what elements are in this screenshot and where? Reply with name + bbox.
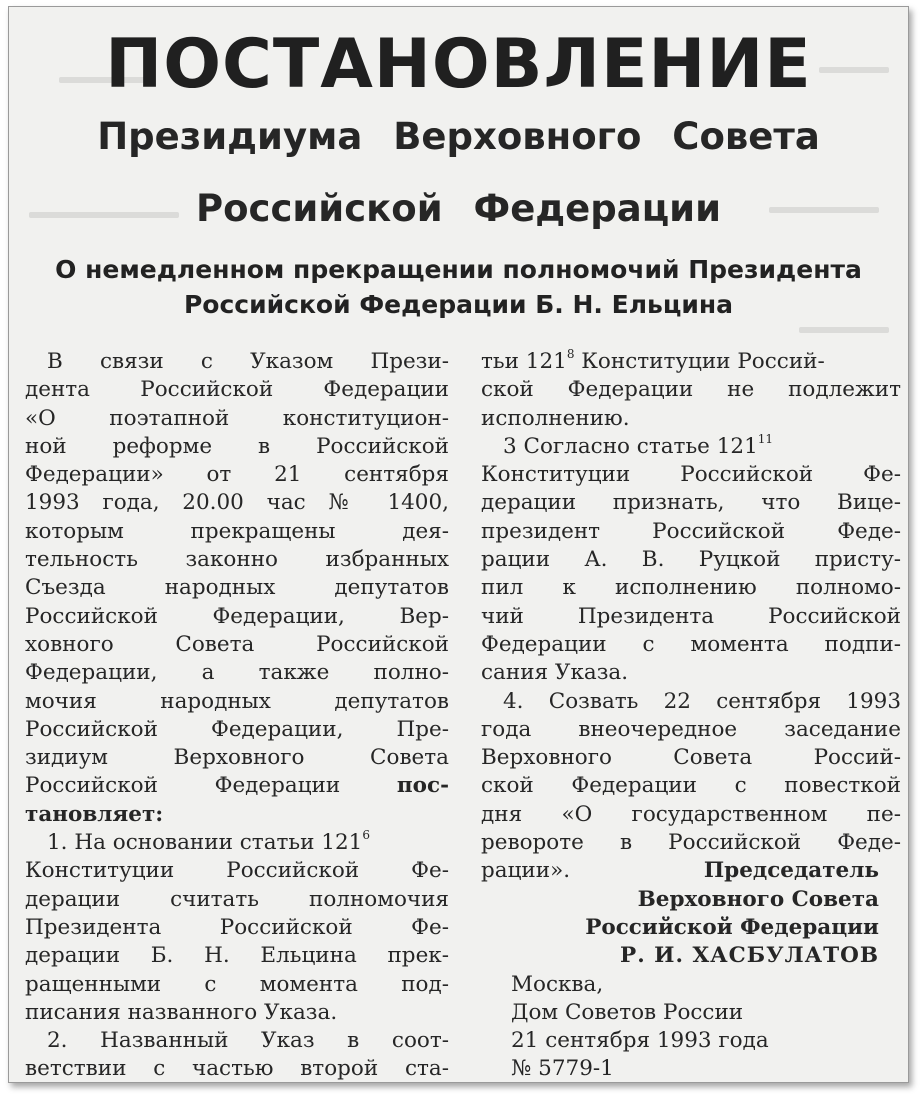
text-line: чий Президента Российской: [481, 603, 901, 629]
superscript: 6: [362, 827, 370, 842]
text-line-with-bold: [25, 772, 449, 800]
text-line-with-superscript: [25, 829, 449, 857]
text-line: ветствии с частью второй ста-: [25, 1056, 449, 1082]
text-line: Российской Федерации, Пре-: [25, 716, 449, 742]
text-line: Федерации с момента подпи-: [481, 631, 901, 657]
text-fragment: тьи 121: [481, 349, 567, 374]
text-line: рации А. В. Руцкой присту-: [481, 547, 901, 573]
text-line-with-superscript: [481, 348, 901, 376]
text-line: 4. Созвать 22 сентября 1993: [503, 688, 901, 714]
superscript: 8: [566, 346, 575, 361]
text-line: года внеочередное заседание: [481, 716, 901, 742]
document-number: № 5779-1: [511, 1056, 614, 1082]
text-line: пил к исполнению полномо-: [481, 575, 901, 601]
text-line: дерации считать полномочия: [25, 886, 449, 912]
text-line: сания Указа.: [481, 660, 629, 686]
document-title: ПОСТАНОВЛЕНИЕ: [105, 25, 812, 104]
text-line: Верховного Совета Россий-: [481, 745, 901, 771]
text-line: ной реформе в Российской: [25, 433, 449, 459]
text-line: дерации признать, что Вице-: [481, 490, 901, 516]
bold-word: пос-: [396, 773, 449, 799]
text-line: президент Российской Феде-: [481, 518, 901, 544]
text-line: исполнению.: [481, 405, 630, 431]
text-line: писания названного Указа.: [25, 999, 338, 1025]
signature-title: Председатель: [703, 858, 879, 884]
text-line: Конституции Российской Фе-: [481, 462, 901, 488]
text-line: ской Федерации не подлежит: [481, 377, 901, 403]
text-line: зидиум Верховного Совета: [25, 745, 449, 771]
text-line: В связи с Указом Прези-: [47, 349, 449, 374]
text-line-with-superscript: [481, 433, 901, 461]
bold-line: тановляет:: [25, 801, 164, 827]
text-line: дента Российской Федерации: [25, 377, 449, 403]
right-text-column: [481, 348, 901, 1083]
document-date: 21 сентября 1993 года: [511, 1028, 769, 1054]
text-line: ской Федерации с повесткой: [481, 773, 901, 799]
text-line: Федерации, а также полно-: [25, 660, 449, 686]
text-line: Российской Федерации, Вер-: [25, 603, 449, 629]
document-subtitle-line1: Президиума Верховного Совета: [97, 115, 820, 158]
text-line: тельность законно избранных: [25, 547, 449, 573]
text-fragment: 1. На основании статьи 121: [47, 830, 363, 856]
place-city: Москва,: [511, 971, 604, 997]
signature-title-line2: Верховного Совета: [637, 886, 879, 912]
text-line: Съезда народных депутатов: [25, 575, 449, 601]
text-line: дерации Б. Н. Ельцина прек-: [25, 943, 449, 969]
text-line: 1993 года, 20.00 час № 1400,: [25, 490, 449, 516]
resolution-heading-line2: Российской Федерации Б. Н. Ельцина: [183, 290, 734, 319]
text-fragment: Российской Федерации: [25, 773, 341, 799]
left-text-column: [25, 348, 449, 1083]
text-fragment: Конституции Россий-: [581, 349, 825, 374]
text-line: 2. Названный Указ в соот-: [47, 1028, 449, 1054]
resolution-heading-line1: О немедленном прекращении полномочий Президента: [55, 255, 862, 284]
text-line: Конституции Российской Фе-: [25, 858, 449, 884]
text-line: Президента Российской Фе-: [25, 914, 449, 940]
text-line: «О поэтапной конституцион-: [25, 405, 449, 431]
text-line: ращенными с момента под-: [25, 971, 449, 997]
superscript: 11: [757, 431, 774, 446]
place-building: Дом Советов России: [511, 999, 744, 1025]
text-line: мочия народных депутатов: [25, 688, 449, 714]
text-fragment: 3 Согласно статье 121: [503, 433, 758, 459]
bleed-through-mark: [799, 327, 889, 333]
signature-block-row: [481, 857, 901, 885]
text-line: которым прекращены дея-: [25, 518, 449, 544]
signatory-name: Р. И. ХАСБУЛАТОВ: [620, 943, 879, 969]
text-line: дня «О государственном пе-: [481, 801, 901, 827]
text-line: ховного Совета Российской: [25, 631, 449, 657]
text-line: ревороте в Российской Феде-: [481, 830, 901, 856]
text-fragment: рации».: [481, 858, 571, 884]
signature-title-line3: Российской Федерации: [585, 914, 879, 940]
text-line: Федерации» от 21 сентября: [25, 462, 449, 488]
newspaper-clipping: [8, 6, 909, 1083]
document-subtitle-line2: Российской Федерации: [195, 187, 721, 230]
